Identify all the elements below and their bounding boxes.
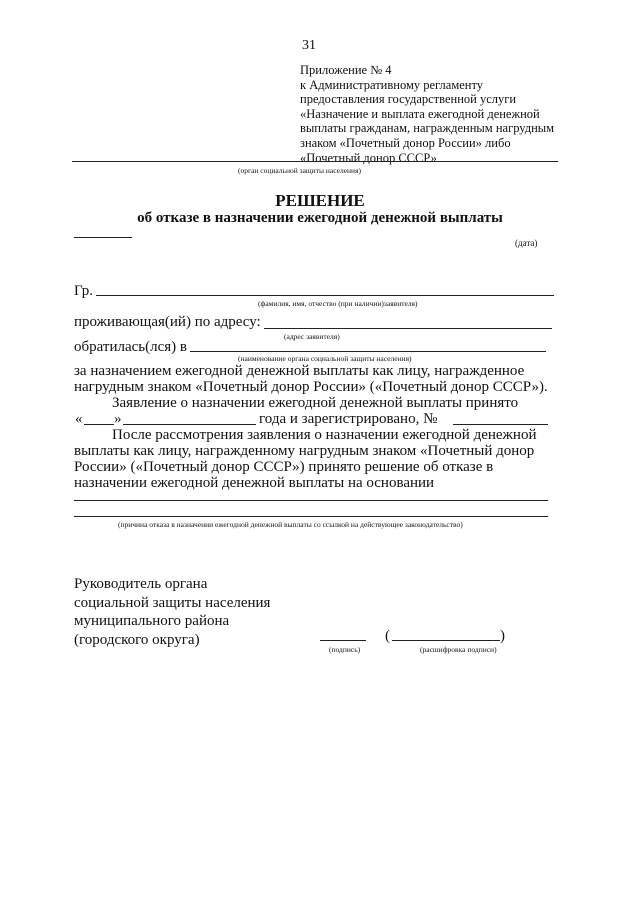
statement-month-field[interactable] [123, 424, 256, 425]
statement-open-quote: « [75, 411, 83, 427]
decision-text: назначении ежегодной денежной выплаты на основании [74, 475, 435, 491]
registration-number-field[interactable] [453, 424, 548, 425]
statement-text: Заявление о назначении ежегодной денежной выплаты принято [112, 395, 519, 411]
signatory-line: муниципального района [74, 613, 230, 629]
decoding-open-paren: ( [385, 628, 390, 644]
signatory-title [74, 575, 270, 649]
address-label: проживающая(ий) по адресу: [74, 314, 261, 330]
signature-caption: (подпись) [329, 645, 361, 654]
document-title: РЕШЕНИЕ [275, 191, 365, 210]
appendix-line: Приложение № 4 [300, 63, 392, 77]
decision-text: России» («Почетный донор СССР») принято решение об отказе в [74, 459, 494, 475]
appendix-line: «Почетный донор СССР» [300, 150, 437, 165]
applied-field[interactable] [190, 351, 546, 352]
statement-day-field[interactable] [84, 424, 114, 425]
statement-year-text: года и зарегистрировано, № [259, 411, 438, 427]
reason-field[interactable] [74, 500, 548, 501]
appendix-line: знаком «Почетный донор России» либо [300, 135, 511, 150]
applied-label: обратилась(лся) в [74, 339, 187, 355]
signatory-line: Руководитель органа [74, 576, 208, 592]
authority-caption: (орган социальной защиты населения) [238, 166, 362, 175]
signature-field[interactable] [320, 640, 366, 641]
document-subtitle: об отказе в назначении ежегодной денежной выплаты [137, 210, 503, 226]
appendix-header [300, 63, 554, 165]
purpose-text: нагрудным знаком «Почетный донор России» («Почетный донор СССР»). [74, 379, 548, 395]
appendix-line: «Назначение и выплата ежегодной денежной [300, 106, 540, 121]
reason-caption: (причина отказа в назначении ежегодной денежной выплаты со ссылкой на действующее законодательство) [118, 520, 463, 529]
citizen-caption: (фамилия, имя, отчество (при наличии)заявителя) [258, 299, 418, 308]
signatory-line: социальной защиты населения [74, 594, 271, 611]
reason-field[interactable] [74, 516, 548, 517]
applied-caption: (наименование органа социальной защиты населения) [238, 354, 412, 363]
decoding-close-paren: ) [500, 628, 505, 644]
date-line [74, 237, 132, 238]
address-caption: (адрес заявителя) [284, 332, 340, 341]
signatory-line: (городского округа) [74, 631, 200, 648]
decision-text: После рассмотрения заявления о назначении ежегодной денежной [112, 427, 537, 443]
decision-text: выплаты как лицу, награжденному нагрудным знаком «Почетный донор [74, 443, 535, 459]
authority-line [72, 161, 558, 162]
decoding-field[interactable] [392, 640, 500, 641]
appendix-line: к Административному регламенту [300, 77, 484, 92]
purpose-text: за назначением ежегодной денежной выплаты как лицу, награжденное [74, 363, 525, 379]
appendix-line: предоставления государственной услуги [300, 92, 517, 107]
citizen-prefix: Гр. [74, 283, 93, 299]
date-caption: (дата) [515, 238, 538, 248]
decoding-caption: (расшифровка подписи) [420, 645, 497, 654]
appendix-line: выплаты гражданам, награжденным нагрудным [300, 121, 555, 136]
page-number: 31 [302, 38, 316, 53]
citizen-field[interactable] [96, 295, 554, 296]
address-field[interactable] [264, 328, 552, 329]
statement-close-quote: » [114, 411, 122, 427]
